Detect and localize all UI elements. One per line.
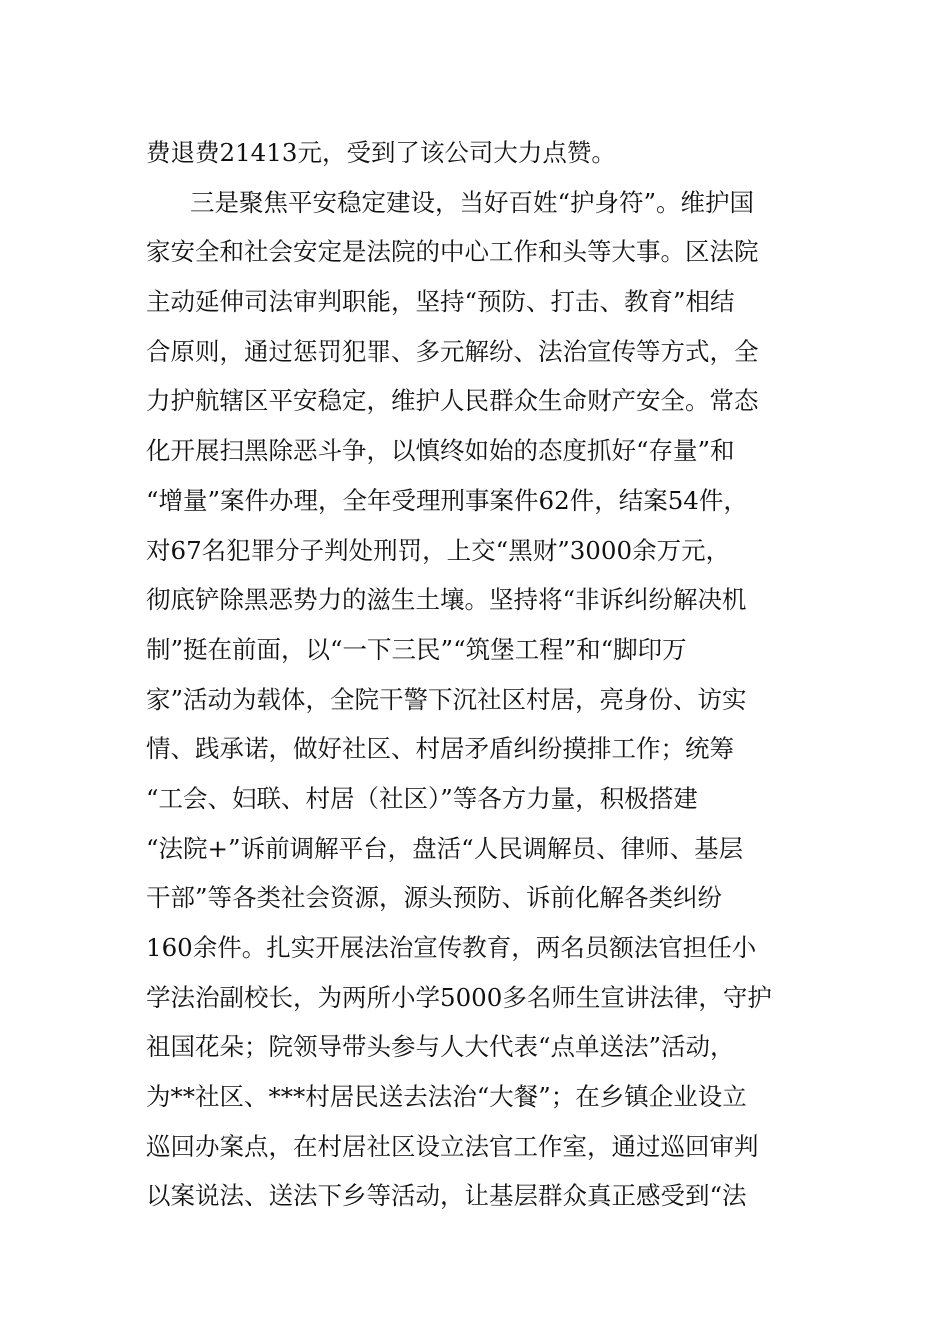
text-line-17: 160余件。扎实开展法治宣传教育，两名员额法官担任小: [146, 933, 757, 962]
text-line-2: 三是聚焦平安稳定建设，当好百姓“护身符”。维护国: [190, 187, 755, 217]
text-line-16: 干部”等各类社会资源，源头预防、诉前化解各类纠纷: [146, 883, 723, 913]
text-line-22: 以案说法、送法下乡等活动，让基层群众真正感受到“法: [146, 1181, 747, 1211]
text-line-3: 家安全和社会安定是法院的中心工作和头等大事。区法院: [146, 237, 759, 267]
text-line-4: 主动延伸司法审判职能，坚持“预防、打击、教育”相结: [146, 287, 735, 317]
text-line-14: “工会、妇联、村居（社区）”等各方力量，积极搭建: [146, 783, 698, 813]
text-line-6: 力护航辖区平安稳定，维护人民群众生命财产安全。常态: [146, 386, 759, 416]
text-line-10: 彻底铲除黑恶势力的滋生土壤。坚持将“非诉纠纷解决机: [146, 585, 747, 615]
text-line-11: 制”挺在前面，以“一下三民”“筑堡工程”和“脚印万: [146, 634, 687, 664]
text-line-13: 情、践承诺，做好社区、村居矛盾纠纷摸排工作；统筹: [146, 734, 734, 764]
text-line-18: 学法治副校长，为两所小学5000多名师生宣讲法律，守护: [146, 982, 772, 1012]
text-line-5: 合原则，通过惩罚犯罪、多元解纷、法治宣传等方式，全: [146, 336, 759, 366]
text-line-1: 费退费21413元，受到了该公司大力点赞。: [146, 138, 616, 167]
text-line-21: 巡回办案点，在村居社区设立法官工作室，通过巡回审判: [146, 1131, 759, 1161]
text-line-8: “增量”案件办理，全年受理刑事案件62件，结案54件，: [146, 485, 748, 515]
text-line-12: 家”活动为载体，全院干警下沉社区村居，亮身份、访实: [146, 684, 747, 714]
body-text: [146, 128, 826, 1221]
text-line-19: 祖国花朵；院领导带头参与人大代表“点单送法”活动，: [146, 1032, 735, 1062]
text-line-7: 化开展扫黑除恶斗争，以慎终如始的态度抓好“存量”和: [146, 436, 735, 466]
text-line-15: “法院+”诉前调解平台，盘活“人民调解员、律师、基层: [146, 833, 744, 863]
text-line-9: 对67名犯罪分子判处刑罚，上交“黑财”3000余万元，: [146, 535, 731, 565]
text-line-20: 为**社区、***村居民送去法治“大餐”；在乡镇企业设立: [146, 1082, 747, 1112]
